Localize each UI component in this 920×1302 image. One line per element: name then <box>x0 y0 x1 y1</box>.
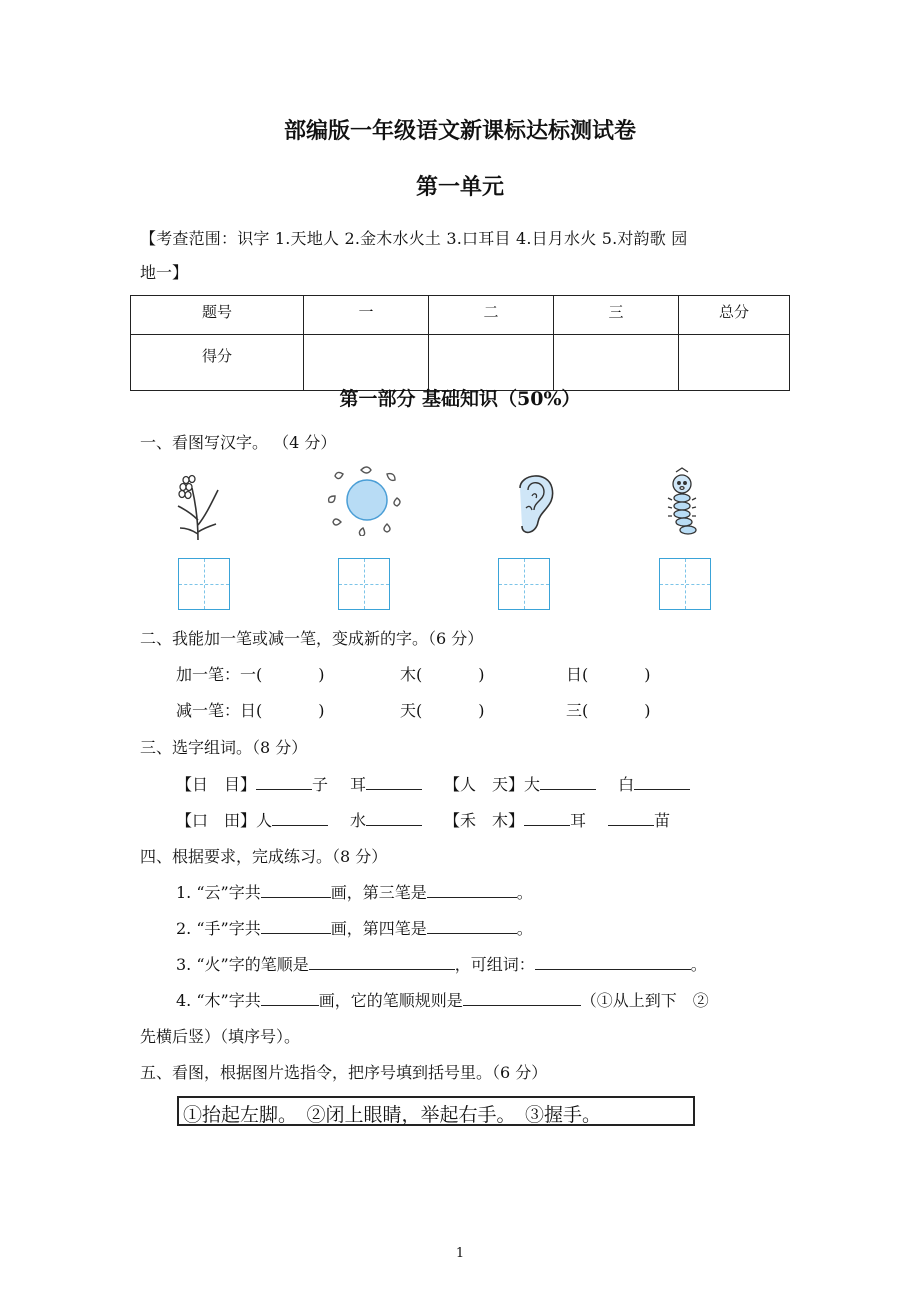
score-cell[interactable] <box>429 335 554 391</box>
writing-box[interactable] <box>178 558 230 610</box>
q2-title: 二、我能加一笔或减一笔，变成新的字。（6 分） <box>140 629 484 648</box>
q2-sub-item: 日( <box>240 701 263 720</box>
q3-text: 白 <box>618 775 635 794</box>
q4-item-2 <box>176 916 533 939</box>
score-header-cell: 一 <box>304 296 429 335</box>
q3-text: 耳 <box>350 775 367 794</box>
q5-title: 五、看图，根据图片选指令，把序号填到括号里。（6 分） <box>140 1063 548 1082</box>
q3-text: 苗 <box>654 811 671 830</box>
q2-sub-item: 天( <box>400 701 423 720</box>
q4-title: 四、根据要求，完成练习。（8 分） <box>140 847 388 866</box>
answer-blank[interactable] <box>309 955 455 970</box>
score-cell[interactable] <box>679 335 790 391</box>
scope-line-1: 【考查范围：识字 1.天地人 2.金木水火土 3.口耳目 4.日月水火 5.对韵歌 园 <box>140 229 688 248</box>
q4-text: 。 <box>690 955 707 974</box>
score-header-cell: 总分 <box>679 296 790 335</box>
writing-box[interactable] <box>659 558 711 610</box>
caterpillar-icon <box>662 466 704 540</box>
q4-text: 4. “木”字共 <box>176 991 261 1010</box>
q4-text: 。 <box>516 919 533 938</box>
answer-blank[interactable] <box>261 991 319 1006</box>
q2-add-row-2 <box>400 662 485 685</box>
writing-box[interactable] <box>338 558 390 610</box>
q3-group: 【禾 木】 <box>444 811 525 830</box>
answer-blank[interactable] <box>427 919 517 934</box>
q4-text: 画，它的笔顺规则是 <box>318 991 463 1010</box>
q4-item-3 <box>176 952 707 975</box>
q3-group: 【日 目】 <box>176 775 257 794</box>
answer-blank[interactable] <box>634 775 690 790</box>
q4-text: 2. “手”字共 <box>176 919 261 938</box>
answer-blank[interactable] <box>427 883 517 898</box>
close-paren: ) <box>478 701 485 720</box>
q3-group: 【人 天】大 <box>444 775 541 794</box>
q3-row-2 <box>176 808 670 831</box>
q2-sub-row-3 <box>566 698 651 721</box>
q1-title: 一、看图写汉字。 （4 分） <box>140 433 337 452</box>
score-header-cell: 二 <box>429 296 554 335</box>
score-row-label: 得分 <box>131 335 304 391</box>
q3-title: 三、选字组词。（8 分） <box>140 738 308 757</box>
answer-blank[interactable] <box>366 811 422 826</box>
q2-add-row <box>176 662 325 685</box>
q4-text: （①从上到下 ② <box>580 991 709 1010</box>
answer-blank[interactable] <box>540 775 596 790</box>
close-paren: ) <box>644 701 651 720</box>
score-cell[interactable] <box>554 335 679 391</box>
q4-item-4 <box>176 988 709 1011</box>
q2-sub-row <box>176 698 325 721</box>
close-paren: ) <box>478 665 485 684</box>
close-paren: ) <box>318 665 325 684</box>
q2-sub-row-2 <box>400 698 485 721</box>
q4-text: 1. “云”字共 <box>176 883 261 902</box>
rice-plant-icon <box>172 470 224 542</box>
q2-add-item: 一( <box>240 665 263 684</box>
close-paren: ) <box>644 665 651 684</box>
answer-blank[interactable] <box>272 811 328 826</box>
score-cell[interactable] <box>304 335 429 391</box>
score-header-cell: 题号 <box>131 296 304 335</box>
q4-item-1 <box>176 880 533 903</box>
sun-icon <box>327 464 407 536</box>
q4-text: 画，第三笔是 <box>330 883 427 902</box>
unit-title: 第一单元 <box>415 174 504 200</box>
answer-blank[interactable] <box>261 919 331 934</box>
exam-title: 部编版一年级语文新课标达标测试卷 <box>283 118 636 144</box>
q2-add-item: 日( <box>566 665 589 684</box>
q3-text: 水 <box>350 811 367 830</box>
ear-icon <box>510 468 558 538</box>
q3-text: 子 <box>312 775 329 794</box>
q2-sub-item: 三( <box>566 701 589 720</box>
answer-blank[interactable] <box>256 775 312 790</box>
part-title: 第一部分 基础知识（50%） <box>339 388 581 410</box>
q4-text: ，可组词： <box>454 955 535 974</box>
score-table <box>130 295 790 391</box>
close-paren: ) <box>318 701 325 720</box>
writing-box[interactable] <box>498 558 550 610</box>
q3-group: 【口 田】人 <box>176 811 273 830</box>
answer-blank[interactable] <box>608 811 654 826</box>
page-number: 1 <box>455 1246 465 1261</box>
q4-item-4-cont: 先横后竖）（填序号）。 <box>140 1027 301 1046</box>
answer-blank[interactable] <box>261 883 331 898</box>
answer-blank[interactable] <box>366 775 422 790</box>
q4-text: 。 <box>516 883 533 902</box>
answer-blank[interactable] <box>524 811 570 826</box>
score-header-cell: 三 <box>554 296 679 335</box>
q2-add-row-3 <box>566 662 651 685</box>
q4-text: 3. “火”字的笔顺是 <box>176 955 309 974</box>
instruction-box: ①抬起左脚。 ②闭上眼睛，举起右手。 ③握手。 <box>177 1096 695 1126</box>
q2-sub-label: 减一笔： <box>176 701 241 720</box>
q3-text: 耳 <box>570 811 587 830</box>
answer-blank[interactable] <box>535 955 691 970</box>
q2-add-item: 木( <box>400 665 423 684</box>
q3-row-1 <box>176 772 690 795</box>
answer-blank[interactable] <box>463 991 581 1006</box>
q2-add-label: 加一笔： <box>176 665 241 684</box>
scope-line-2: 地一】 <box>140 263 189 282</box>
q4-text: 画，第四笔是 <box>330 919 427 938</box>
